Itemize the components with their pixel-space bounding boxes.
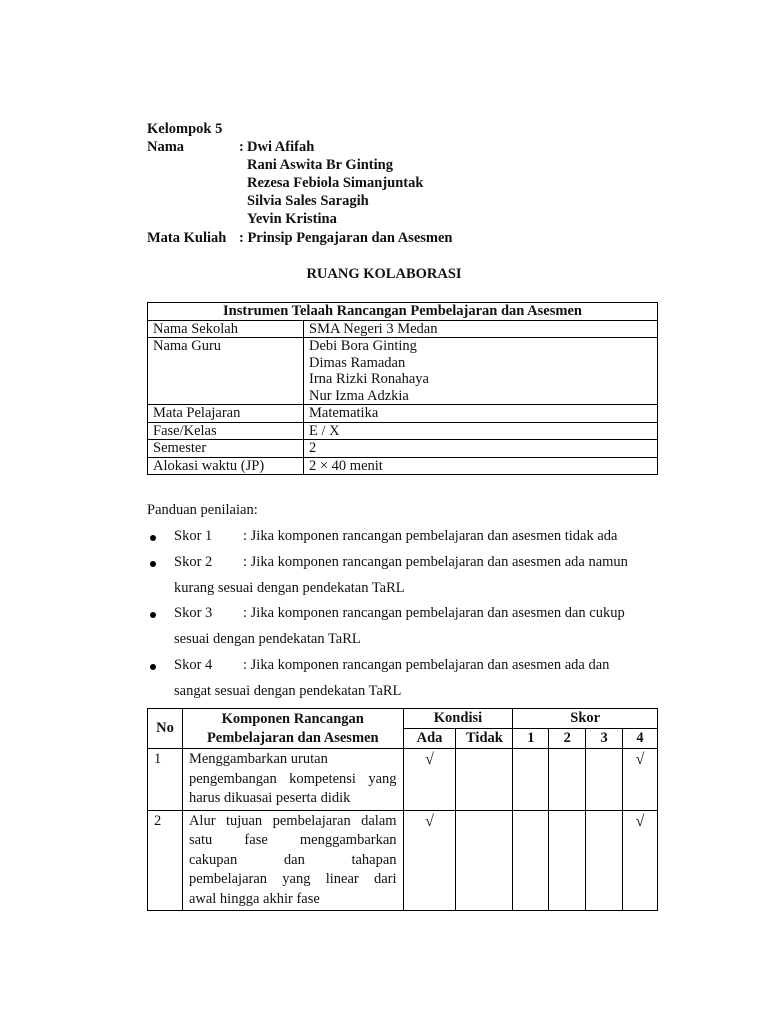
semester-value: 2 xyxy=(304,440,658,458)
guide-score-label: Skor 2 xyxy=(174,554,213,570)
component-line: harus dikuasai peserta didik xyxy=(188,790,351,806)
teacher-name: Irna Rizki Ronahaya xyxy=(309,371,429,387)
component-line: pembelajaran yang linear dari xyxy=(188,871,397,887)
guide-title: Panduan penilaian: xyxy=(147,502,258,518)
table-row xyxy=(148,810,658,911)
guide-score-desc: : Jika komponen rancangan pembelajaran dan asesmen ada dan xyxy=(243,657,610,673)
teacher-name: Dimas Ramadan xyxy=(309,354,406,371)
bullet-icon xyxy=(150,664,156,670)
course-value: : Prinsip Pengajaran dan Asesmen xyxy=(239,230,453,246)
check-ada: √ xyxy=(403,749,456,811)
guide-score-desc: : Jika komponen rancangan pembelajaran dan asesmen dan cukup xyxy=(243,605,625,621)
subject-value: Matematika xyxy=(304,405,658,423)
teacher-label: Nama Guru xyxy=(148,338,304,405)
guide-score-desc-cont: sangat sesuai dengan pendekatan TaRL xyxy=(174,683,402,699)
cell-skor-2 xyxy=(549,749,586,811)
bullet-icon xyxy=(150,535,156,541)
info-table xyxy=(147,302,658,475)
row-number: 2 xyxy=(148,810,183,911)
col-header-no: No xyxy=(148,709,183,749)
component-line xyxy=(189,750,397,770)
component-line: pengembangan kompetensi yang xyxy=(188,770,397,787)
name-separator: : xyxy=(239,139,244,155)
course-label: Mata Kuliah xyxy=(147,230,227,246)
component-line: Alur tujuan pembelajaran dalam xyxy=(188,812,397,829)
school-value: SMA Negeri 3 Medan xyxy=(304,320,658,338)
guide-score-desc: : Jika komponen rancangan pembelajaran dan asesmen tidak ada xyxy=(243,528,618,544)
score-table xyxy=(147,708,658,911)
guide-score-label: Skor 1 xyxy=(174,528,213,544)
component-line: satu fase menggambarkan xyxy=(188,832,397,848)
check-ada: √ xyxy=(403,810,456,911)
col-header-skor-4: 4 xyxy=(623,729,658,749)
document-title: RUANG KOLABORASI xyxy=(306,266,462,282)
school-label: Nama Sekolah xyxy=(148,320,304,338)
bullet-icon xyxy=(150,561,156,567)
member-name: Yevin Kristina xyxy=(247,211,337,227)
member-name: Rezesa Febiola Simanjuntak xyxy=(247,175,424,191)
semester-label: Semester xyxy=(148,440,304,458)
member-name: Rani Aswita Br Ginting xyxy=(247,157,393,173)
row-number: 1 xyxy=(148,749,183,811)
phase-value: E / X xyxy=(304,422,658,440)
col-header-tidak: Tidak xyxy=(456,729,513,749)
check-skor-4: √ xyxy=(623,749,658,811)
info-table-title: Instrumen Telaah Rancangan Pembelajaran dan Asesmen xyxy=(148,303,658,321)
member-name: Silvia Sales Saragih xyxy=(247,193,369,209)
col-header-component xyxy=(182,709,403,749)
col-header-kondisi: Kondisi xyxy=(403,709,513,729)
cell-skor-3 xyxy=(586,749,623,811)
guide-score-label: Skor 4 xyxy=(174,657,213,673)
subject-label: Mata Pelajaran xyxy=(148,405,304,423)
teacher-name: Debi Bora Ginting xyxy=(309,338,417,354)
member-name: Dwi Afifah xyxy=(247,139,315,155)
cell-skor-1 xyxy=(513,749,549,811)
group-label: Kelompok 5 xyxy=(147,121,223,137)
component-text: Menggambarkan urutan xyxy=(188,751,328,767)
time-value: 2 × 40 menit xyxy=(304,457,658,475)
col-header-skor-3: 3 xyxy=(586,729,623,749)
cell-tidak xyxy=(456,749,513,811)
guide-score-label: Skor 3 xyxy=(174,605,213,621)
guide-score-desc-cont: kurang sesuai dengan pendekatan TaRL xyxy=(174,580,405,596)
guide-score-desc: : Jika komponen rancangan pembelajaran dan asesmen ada namun xyxy=(243,554,628,570)
component-line: awal hingga akhir fase xyxy=(188,890,320,907)
component-line: cakupan dan tahapan xyxy=(188,851,397,868)
table-row xyxy=(148,749,658,811)
teacher-name: Nur Izma Adzkia xyxy=(309,387,409,404)
cell-tidak xyxy=(456,810,513,911)
name-label: Nama xyxy=(147,139,185,155)
col-header-component-line: Komponen Rancangan xyxy=(221,710,364,727)
row-component xyxy=(182,810,403,911)
cell-skor-1 xyxy=(513,810,549,911)
cell-skor-3 xyxy=(586,810,623,911)
col-header-ada: Ada xyxy=(403,729,456,749)
cell-skor-2 xyxy=(549,810,586,911)
time-label: Alokasi waktu (JP) xyxy=(148,457,304,475)
check-skor-4: √ xyxy=(623,810,658,911)
col-header-skor: Skor xyxy=(513,709,658,729)
row-component xyxy=(182,749,403,811)
teacher-list xyxy=(304,338,658,405)
phase-label: Fase/Kelas xyxy=(148,422,304,440)
col-header-skor-1: 1 xyxy=(513,729,549,749)
bullet-icon xyxy=(150,612,156,618)
guide-score-desc-cont: sesuai dengan pendekatan TaRL xyxy=(174,631,361,647)
col-header-skor-2: 2 xyxy=(549,729,586,749)
col-header-component-line: Pembelajaran dan Asesmen xyxy=(206,729,379,746)
